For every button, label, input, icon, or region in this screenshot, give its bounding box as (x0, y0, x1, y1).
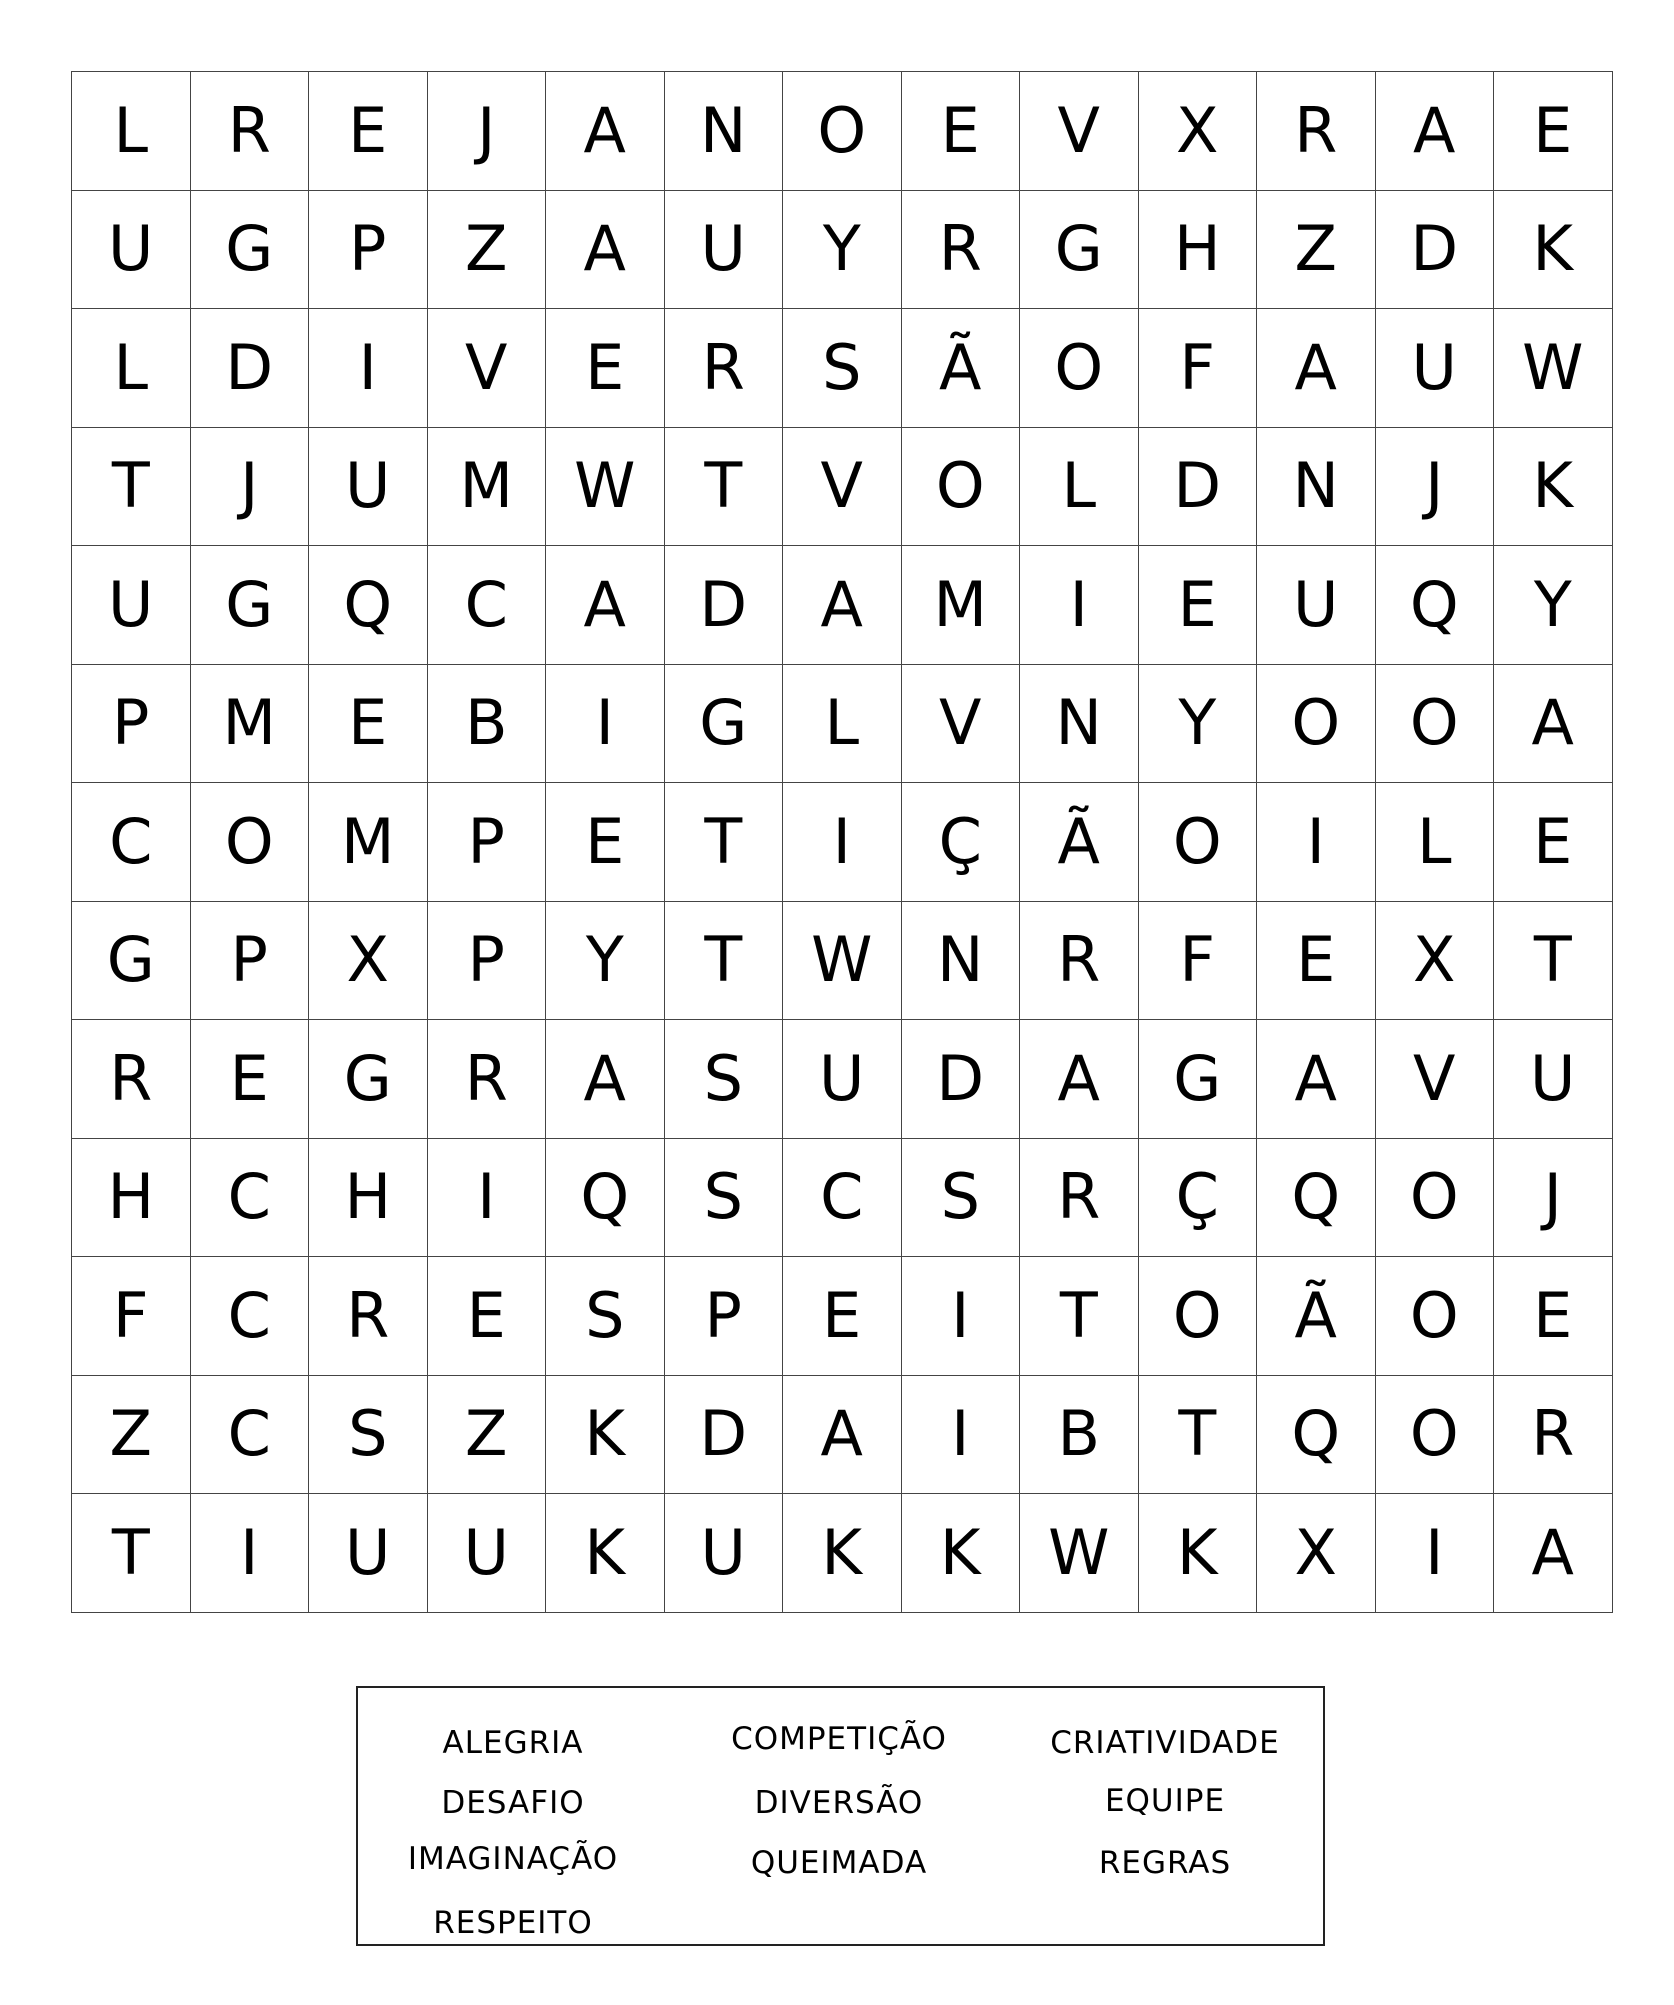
grid-cell[interactable]: A (546, 191, 665, 310)
grid-cell[interactable]: E (1494, 1257, 1613, 1376)
grid-cell[interactable]: H (1139, 191, 1258, 310)
grid-cell[interactable]: Y (1494, 546, 1613, 665)
grid-cell[interactable]: O (191, 783, 310, 902)
grid-cell[interactable]: I (1376, 1494, 1495, 1613)
word-bank-item: DESAFIO (441, 1785, 585, 1821)
grid-cell[interactable]: G (72, 902, 191, 1021)
word-search-grid (71, 71, 1613, 1613)
grid-cell[interactable]: X (1139, 72, 1258, 191)
grid-cell[interactable]: I (902, 1376, 1021, 1495)
grid-cell[interactable]: G (191, 546, 310, 665)
grid-cell[interactable]: E (1139, 546, 1258, 665)
grid-cell[interactable]: O (783, 72, 902, 191)
grid-cell[interactable]: Ã (1020, 783, 1139, 902)
grid-cell[interactable]: R (428, 1020, 547, 1139)
grid-cell[interactable]: T (665, 783, 784, 902)
grid-cell[interactable]: O (1139, 783, 1258, 902)
grid-cell[interactable]: R (665, 309, 784, 428)
grid-cell[interactable]: E (191, 1020, 310, 1139)
grid-cell[interactable]: Y (1139, 665, 1258, 784)
grid-cell[interactable]: U (665, 191, 784, 310)
grid-cell[interactable]: I (309, 309, 428, 428)
grid-cell[interactable]: I (902, 1257, 1021, 1376)
grid-cell[interactable]: Y (546, 902, 665, 1021)
grid-cell[interactable]: M (428, 428, 547, 547)
grid-cell[interactable]: K (1494, 428, 1613, 547)
word-bank-item: IMAGINAÇÃO (407, 1841, 619, 1877)
grid-cell[interactable]: S (665, 1020, 784, 1139)
grid-cell[interactable]: X (1376, 902, 1495, 1021)
grid-cell[interactable]: Ç (1139, 1139, 1258, 1258)
grid-cell[interactable]: H (309, 1139, 428, 1258)
grid-cell[interactable]: X (309, 902, 428, 1021)
grid-cell[interactable]: Q (546, 1139, 665, 1258)
grid-cell[interactable]: K (902, 1494, 1021, 1613)
grid-cell[interactable]: S (783, 309, 902, 428)
grid-cell[interactable]: I (783, 783, 902, 902)
grid-cell[interactable]: W (546, 428, 665, 547)
grid-cell[interactable]: L (1020, 428, 1139, 547)
grid-cell[interactable]: W (1020, 1494, 1139, 1613)
grid-cell[interactable]: O (1257, 665, 1376, 784)
grid-cell[interactable]: Q (1376, 546, 1495, 665)
grid-cell[interactable]: R (1020, 1139, 1139, 1258)
grid-cell[interactable]: E (546, 309, 665, 428)
grid-cell[interactable]: U (309, 428, 428, 547)
grid-cell[interactable]: U (783, 1020, 902, 1139)
grid-cell[interactable]: E (309, 72, 428, 191)
grid-cell[interactable]: F (72, 1257, 191, 1376)
grid-cell[interactable]: P (428, 902, 547, 1021)
word-bank-item: QUEIMADA (750, 1845, 928, 1881)
word-bank-item: ALEGRIA (442, 1725, 584, 1761)
grid-cell[interactable]: G (191, 191, 310, 310)
grid-cell[interactable]: T (1020, 1257, 1139, 1376)
grid-cell[interactable]: U (665, 1494, 784, 1613)
grid-cell[interactable]: O (1020, 309, 1139, 428)
grid-cell[interactable]: K (546, 1376, 665, 1495)
word-bank-item: REGRAS (1098, 1845, 1232, 1881)
grid-cell[interactable]: Z (1257, 191, 1376, 310)
grid-cell[interactable]: O (1139, 1257, 1258, 1376)
word-bank (356, 1686, 1325, 1946)
grid-cell[interactable]: I (1257, 783, 1376, 902)
grid-cell[interactable]: A (546, 72, 665, 191)
grid-cell[interactable]: G (665, 665, 784, 784)
grid-cell[interactable]: O (1376, 1139, 1495, 1258)
grid-cell[interactable]: A (1257, 1020, 1376, 1139)
grid-cell[interactable]: B (428, 665, 547, 784)
grid-cell[interactable]: V (1376, 1020, 1495, 1139)
grid-cell[interactable]: T (1494, 902, 1613, 1021)
grid-cell[interactable]: A (546, 1020, 665, 1139)
grid-cell[interactable]: R (72, 1020, 191, 1139)
grid-cell[interactable]: D (665, 1376, 784, 1495)
grid-cell[interactable]: E (1494, 783, 1613, 902)
grid-cell[interactable]: C (191, 1376, 310, 1495)
grid-cell[interactable]: U (428, 1494, 547, 1613)
grid-cell[interactable]: V (902, 665, 1021, 784)
grid-cell[interactable]: K (783, 1494, 902, 1613)
grid-cell[interactable]: H (72, 1139, 191, 1258)
grid-cell[interactable]: T (72, 428, 191, 547)
grid-cell[interactable]: I (546, 665, 665, 784)
grid-cell[interactable]: C (191, 1139, 310, 1258)
grid-cell[interactable]: K (1494, 191, 1613, 310)
grid-cell[interactable]: Q (1257, 1376, 1376, 1495)
grid-cell[interactable]: J (428, 72, 547, 191)
grid-cell[interactable]: A (783, 546, 902, 665)
grid-cell[interactable]: Z (72, 1376, 191, 1495)
word-bank-item: RESPEITO (433, 1905, 593, 1941)
grid-cell[interactable]: R (902, 191, 1021, 310)
grid-cell[interactable]: U (1257, 546, 1376, 665)
word-bank-item: COMPETIÇÃO (731, 1721, 947, 1757)
grid-cell[interactable]: G (309, 1020, 428, 1139)
grid-cell[interactable]: A (1257, 309, 1376, 428)
grid-cell[interactable]: R (1257, 72, 1376, 191)
grid-cell[interactable]: T (1139, 1376, 1258, 1495)
grid-cell[interactable]: U (1494, 1020, 1613, 1139)
grid-cell[interactable]: C (783, 1139, 902, 1258)
grid-cell[interactable]: D (191, 309, 310, 428)
grid-cell[interactable]: S (546, 1257, 665, 1376)
grid-cell[interactable]: T (72, 1494, 191, 1613)
grid-cell[interactable]: D (1376, 191, 1495, 310)
grid-cell[interactable]: A (1494, 1494, 1613, 1613)
grid-cell[interactable]: E (428, 1257, 547, 1376)
grid-cell[interactable]: E (1494, 72, 1613, 191)
grid-cell[interactable]: J (1494, 1139, 1613, 1258)
grid-cell[interactable]: P (428, 783, 547, 902)
grid-cell[interactable]: P (72, 665, 191, 784)
grid-cell[interactable]: Q (309, 546, 428, 665)
grid-cell[interactable]: D (665, 546, 784, 665)
grid-cell[interactable]: W (1494, 309, 1613, 428)
word-bank-item: EQUIPE (1104, 1783, 1226, 1819)
grid-cell[interactable]: P (309, 191, 428, 310)
grid-cell[interactable]: S (309, 1376, 428, 1495)
grid-cell[interactable]: O (1376, 1257, 1495, 1376)
grid-cell[interactable]: R (1494, 1376, 1613, 1495)
grid-cell[interactable]: L (1376, 783, 1495, 902)
grid-cell[interactable]: E (902, 72, 1021, 191)
grid-cell[interactable]: I (191, 1494, 310, 1613)
word-bank-item: DIVERSÃO (754, 1785, 924, 1821)
grid-cell[interactable]: K (546, 1494, 665, 1613)
grid-cell[interactable]: M (191, 665, 310, 784)
grid-cell[interactable]: J (1376, 428, 1495, 547)
grid-cell[interactable]: V (1020, 72, 1139, 191)
grid-cell[interactable]: Ã (902, 309, 1021, 428)
grid-cell[interactable]: L (72, 309, 191, 428)
grid-cell[interactable]: J (191, 428, 310, 547)
grid-cell[interactable]: Z (428, 191, 547, 310)
grid-cell[interactable]: S (665, 1139, 784, 1258)
grid-cell[interactable]: B (1020, 1376, 1139, 1495)
grid-cell[interactable]: X (1257, 1494, 1376, 1613)
grid-cell[interactable]: N (902, 902, 1021, 1021)
grid-cell[interactable]: U (72, 191, 191, 310)
grid-cell[interactable]: E (1257, 902, 1376, 1021)
grid-cell[interactable]: Y (783, 191, 902, 310)
grid-cell[interactable]: C (72, 783, 191, 902)
grid-cell[interactable]: O (1376, 665, 1495, 784)
grid-cell[interactable]: R (191, 72, 310, 191)
grid-cell[interactable]: E (546, 783, 665, 902)
grid-cell[interactable]: G (1020, 191, 1139, 310)
grid-cell[interactable]: D (1139, 428, 1258, 547)
grid-cell[interactable]: A (1494, 665, 1613, 784)
grid-cell[interactable]: I (1020, 546, 1139, 665)
grid-cell[interactable]: V (428, 309, 547, 428)
grid-cell[interactable]: M (902, 546, 1021, 665)
grid-cell[interactable]: S (902, 1139, 1021, 1258)
grid-cell[interactable]: F (1139, 309, 1258, 428)
grid-cell[interactable]: C (191, 1257, 310, 1376)
grid-cell[interactable]: Ã (1257, 1257, 1376, 1376)
grid-cell[interactable]: Z (428, 1376, 547, 1495)
grid-cell[interactable]: N (665, 72, 784, 191)
grid-cell[interactable]: T (665, 428, 784, 547)
grid-cell[interactable]: E (309, 665, 428, 784)
grid-cell[interactable]: I (428, 1139, 547, 1258)
grid-cell[interactable]: L (72, 72, 191, 191)
grid-cell[interactable]: C (428, 546, 547, 665)
grid-cell[interactable]: O (1376, 1376, 1495, 1495)
grid-cell[interactable]: O (902, 428, 1021, 547)
grid-cell[interactable]: U (1376, 309, 1495, 428)
grid-cell[interactable]: U (309, 1494, 428, 1613)
grid-cell[interactable]: R (1020, 902, 1139, 1021)
grid-cell[interactable]: U (72, 546, 191, 665)
grid-cell[interactable]: F (1139, 902, 1258, 1021)
word-bank-item: CRIATIVIDADE (1050, 1725, 1280, 1761)
grid-cell[interactable]: N (1020, 665, 1139, 784)
grid-cell[interactable]: A (546, 546, 665, 665)
grid-cell[interactable]: P (665, 1257, 784, 1376)
grid-cell[interactable]: K (1139, 1494, 1258, 1613)
grid-cell[interactable]: D (902, 1020, 1021, 1139)
grid-cell[interactable]: V (783, 428, 902, 547)
grid-cell[interactable]: A (1376, 72, 1495, 191)
grid-cell[interactable]: N (1257, 428, 1376, 547)
grid-cell[interactable]: A (1020, 1020, 1139, 1139)
grid-cell[interactable]: R (309, 1257, 428, 1376)
grid-cell[interactable]: E (783, 1257, 902, 1376)
grid-cell[interactable]: P (191, 902, 310, 1021)
grid-cell[interactable]: Ç (902, 783, 1021, 902)
grid-cell[interactable]: Q (1257, 1139, 1376, 1258)
grid-cell[interactable]: T (665, 902, 784, 1021)
grid-cell[interactable]: W (783, 902, 902, 1021)
grid-cell[interactable]: A (783, 1376, 902, 1495)
grid-cell[interactable]: M (309, 783, 428, 902)
grid-cell[interactable]: G (1139, 1020, 1258, 1139)
grid-cell[interactable]: L (783, 665, 902, 784)
